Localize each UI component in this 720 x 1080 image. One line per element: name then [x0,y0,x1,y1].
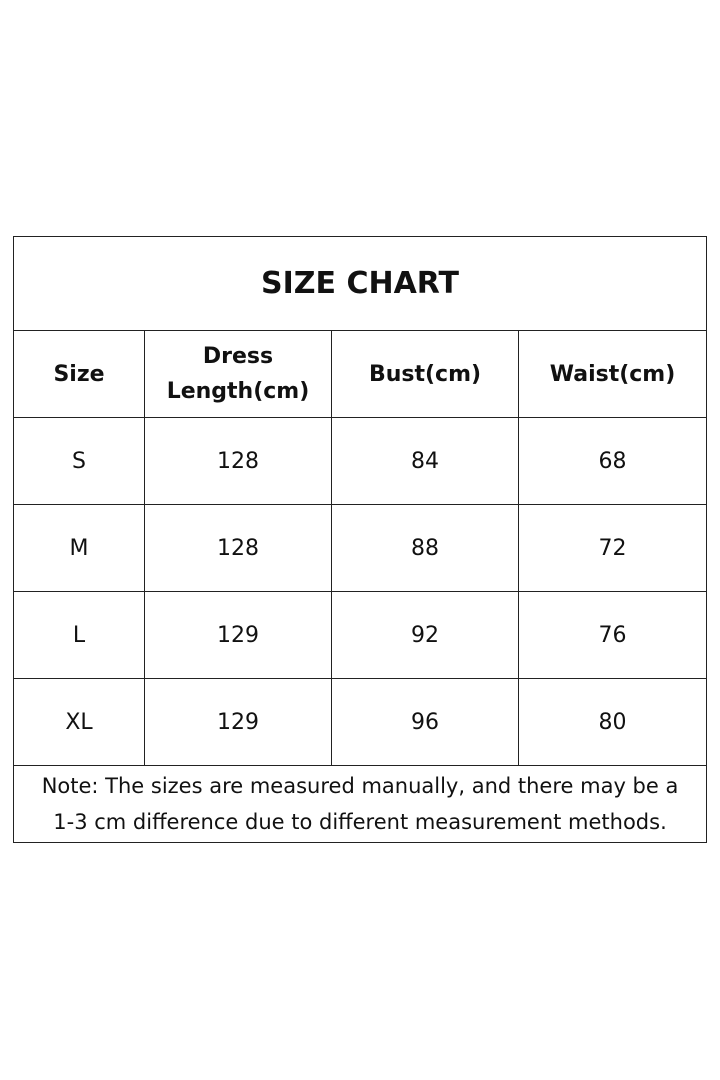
cell-size: M [14,505,145,592]
cell-length: 128 [145,505,332,592]
chart-title: SIZE CHART [14,237,707,331]
cell-waist: 76 [519,592,707,679]
cell-waist: 80 [519,679,707,766]
header-size: Size [14,331,145,418]
cell-size: XL [14,679,145,766]
table-row [14,592,707,679]
note-line-2: 1-3 cm difference due to different measurement methods. [53,810,667,834]
table-row [14,505,707,592]
cell-length: 128 [145,418,332,505]
cell-waist: 68 [519,418,707,505]
header-bust: Bust(cm) [332,331,519,418]
header-row [14,331,707,418]
cell-length: 129 [145,679,332,766]
cell-size: S [14,418,145,505]
size-chart-table [13,236,707,843]
cell-size: L [14,592,145,679]
header-dress-length-line1: Dress [202,344,274,369]
cell-bust: 88 [332,505,519,592]
cell-bust: 92 [332,592,519,679]
header-dress-length-line2: Length(cm) [166,379,310,404]
note-line-1: Note: The sizes are measured manually, and there may be a [41,774,679,798]
cell-bust: 96 [332,679,519,766]
header-dress-length [145,331,332,418]
cell-bust: 84 [332,418,519,505]
measurement-note [14,766,707,843]
table-row [14,418,707,505]
cell-waist: 72 [519,505,707,592]
table-row [14,679,707,766]
cell-length: 129 [145,592,332,679]
header-waist: Waist(cm) [519,331,707,418]
